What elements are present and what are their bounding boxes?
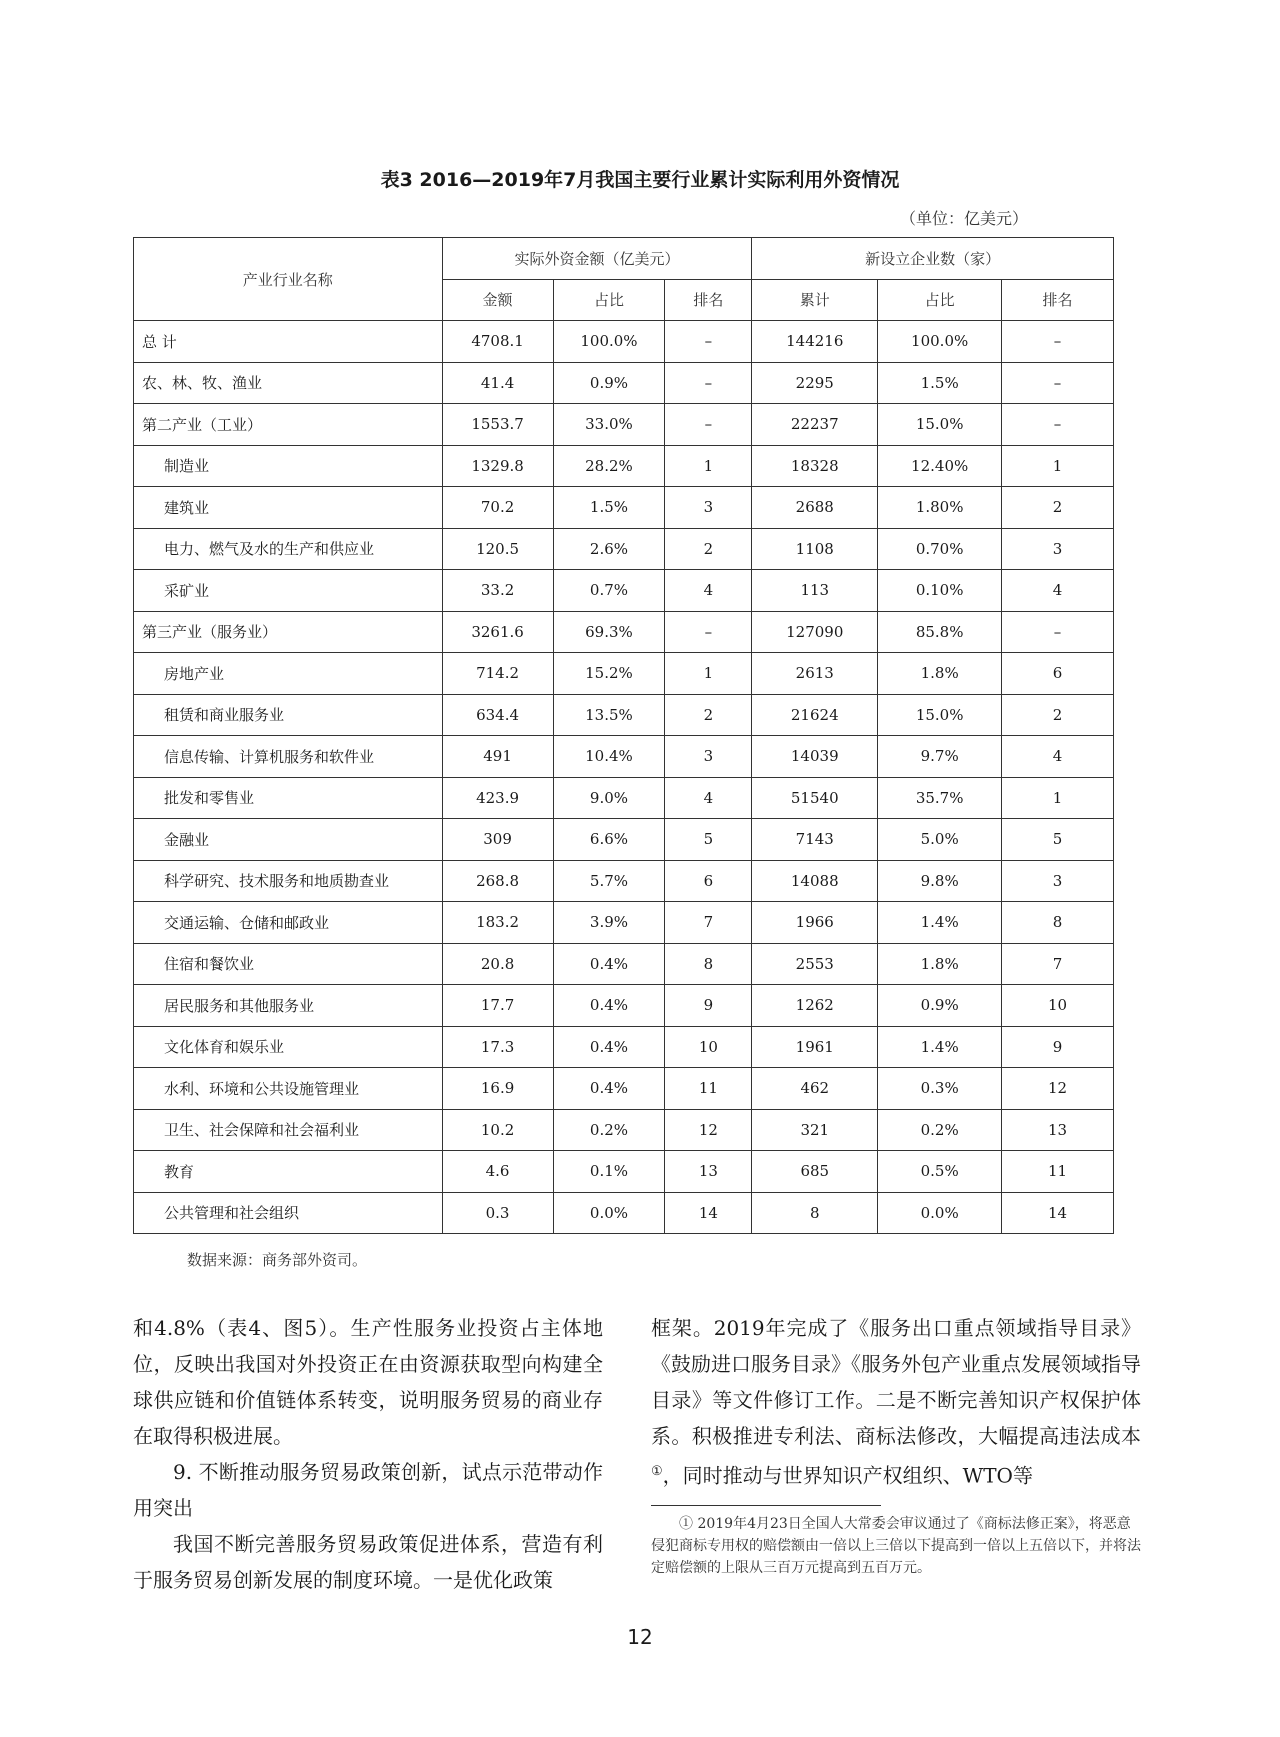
rank-cell: 4	[665, 570, 752, 612]
rank-cell: 8	[665, 943, 752, 985]
industry-name-cell: 总 计	[134, 321, 443, 363]
enterprise-count-cell: 2613	[752, 653, 878, 695]
enterprise-count-cell: 14088	[752, 860, 878, 902]
enterprise-share-cell: 100.0%	[878, 321, 1002, 363]
rank-cell: 9	[665, 985, 752, 1027]
table-row	[134, 1192, 1114, 1234]
table-row	[134, 653, 1114, 695]
industry-name-cell: 文化体育和娱乐业	[134, 1026, 443, 1068]
share-cell: 0.2%	[553, 1109, 665, 1151]
amount-cell: 41.4	[442, 362, 553, 404]
enterprise-share-cell: 15.0%	[878, 694, 1002, 736]
enterprise-rank-cell: 4	[1002, 570, 1114, 612]
enterprise-rank-cell: –	[1002, 362, 1114, 404]
enterprise-share-cell: 0.9%	[878, 985, 1002, 1027]
table-row	[134, 985, 1114, 1027]
industry-name-cell: 住宿和餐饮业	[134, 943, 443, 985]
enterprise-count-cell: 113	[752, 570, 878, 612]
enterprise-count-cell: 7143	[752, 819, 878, 861]
header-industry-name: 产业行业名称	[134, 238, 443, 321]
amount-cell: 1329.8	[442, 445, 553, 487]
enterprise-share-cell: 9.8%	[878, 860, 1002, 902]
paragraph-text: 框架。2019年完成了《服务出口重点领域指导目录》《鼓励进口服务目录》《服务外包产业重点发展领域指导目录》等文件修订工作。二是不断完善知识产权保护体系。积极推进专利法、商标法修改，大幅提高违法成本	[651, 1316, 1141, 1448]
enterprise-count-cell: 22237	[752, 404, 878, 446]
enterprise-rank-cell: 8	[1002, 902, 1114, 944]
enterprise-share-cell: 0.0%	[878, 1192, 1002, 1234]
body-text-right-column	[651, 1310, 1141, 1494]
footnote	[651, 1513, 1143, 1579]
enterprise-count-cell: 144216	[752, 321, 878, 363]
share-cell: 33.0%	[553, 404, 665, 446]
header-share: 占比	[553, 279, 665, 321]
header-group-fdi: 实际外资金额（亿美元）	[442, 238, 752, 280]
enterprise-count-cell: 1966	[752, 902, 878, 944]
table-row	[134, 860, 1114, 902]
amount-cell: 268.8	[442, 860, 553, 902]
amount-cell: 0.3	[442, 1192, 553, 1234]
industry-name-cell: 卫生、社会保障和社会福利业	[134, 1109, 443, 1151]
enterprise-share-cell: 0.3%	[878, 1068, 1002, 1110]
share-cell: 6.6%	[553, 819, 665, 861]
industry-name-cell: 教育	[134, 1151, 443, 1193]
amount-cell: 20.8	[442, 943, 553, 985]
enterprise-rank-cell: 3	[1002, 860, 1114, 902]
table-row	[134, 1151, 1114, 1193]
amount-cell: 17.7	[442, 985, 553, 1027]
table-row	[134, 321, 1114, 363]
industry-name-cell: 第三产业（服务业）	[134, 611, 443, 653]
amount-cell: 309	[442, 819, 553, 861]
fdi-industry-table	[133, 237, 1114, 1234]
header-group-new-enterprises: 新设立企业数（家）	[752, 238, 1114, 280]
footnote-reference[interactable]: ①	[651, 1464, 663, 1479]
share-cell: 3.9%	[553, 902, 665, 944]
rank-cell: 14	[665, 1192, 752, 1234]
rank-cell: 12	[665, 1109, 752, 1151]
enterprise-share-cell: 85.8%	[878, 611, 1002, 653]
industry-name-cell: 交通运输、仓储和邮政业	[134, 902, 443, 944]
page-number: 12	[627, 1625, 653, 1649]
data-source-note: 数据来源：商务部外资司。	[187, 1251, 368, 1269]
table-row	[134, 902, 1114, 944]
industry-name-cell: 水利、环境和公共设施管理业	[134, 1068, 443, 1110]
enterprise-count-cell: 1961	[752, 1026, 878, 1068]
rank-cell: 1	[665, 653, 752, 695]
rank-cell: 2	[665, 694, 752, 736]
rank-cell: –	[665, 611, 752, 653]
enterprise-rank-cell: 14	[1002, 1192, 1114, 1234]
footnote-divider	[651, 1505, 881, 1506]
industry-name-cell: 房地产业	[134, 653, 443, 695]
table-row	[134, 611, 1114, 653]
enterprise-share-cell: 1.8%	[878, 653, 1002, 695]
industry-name-cell: 电力、燃气及水的生产和供应业	[134, 528, 443, 570]
table-row	[134, 570, 1114, 612]
table-row	[134, 487, 1114, 529]
rank-cell: 10	[665, 1026, 752, 1068]
industry-name-cell: 租赁和商业服务业	[134, 694, 443, 736]
paragraph-text: ，同时推动与世界知识产权组织、WTO等	[662, 1463, 1033, 1488]
enterprise-count-cell: 127090	[752, 611, 878, 653]
amount-cell: 491	[442, 736, 553, 778]
share-cell: 15.2%	[553, 653, 665, 695]
header-rank: 排名	[665, 279, 752, 321]
table-row	[134, 1026, 1114, 1068]
table-row	[134, 404, 1114, 446]
enterprise-rank-cell: 6	[1002, 653, 1114, 695]
amount-cell: 423.9	[442, 777, 553, 819]
rank-cell: 3	[665, 736, 752, 778]
enterprise-rank-cell: 12	[1002, 1068, 1114, 1110]
rank-cell: 3	[665, 487, 752, 529]
enterprise-rank-cell: 10	[1002, 985, 1114, 1027]
enterprise-count-cell: 321	[752, 1109, 878, 1151]
amount-cell: 634.4	[442, 694, 553, 736]
enterprise-count-cell: 2295	[752, 362, 878, 404]
industry-name-cell: 制造业	[134, 445, 443, 487]
share-cell: 0.4%	[553, 943, 665, 985]
industry-name-cell: 建筑业	[134, 487, 443, 529]
table-unit: （单位：亿美元）	[899, 209, 1028, 228]
enterprise-count-cell: 18328	[752, 445, 878, 487]
enterprise-share-cell: 35.7%	[878, 777, 1002, 819]
enterprise-rank-cell: 13	[1002, 1109, 1114, 1151]
amount-cell: 183.2	[442, 902, 553, 944]
table-row	[134, 1068, 1114, 1110]
enterprise-share-cell: 1.80%	[878, 487, 1002, 529]
share-cell: 2.6%	[553, 528, 665, 570]
enterprise-rank-cell: –	[1002, 611, 1114, 653]
table-row	[134, 736, 1114, 778]
header-share-enterprises: 占比	[878, 279, 1002, 321]
rank-cell: –	[665, 404, 752, 446]
body-text-left-column	[133, 1310, 603, 1598]
enterprise-rank-cell: 2	[1002, 487, 1114, 529]
enterprise-share-cell: 15.0%	[878, 404, 1002, 446]
share-cell: 0.9%	[553, 362, 665, 404]
amount-cell: 3261.6	[442, 611, 553, 653]
enterprise-share-cell: 0.5%	[878, 1151, 1002, 1193]
enterprise-rank-cell: 7	[1002, 943, 1114, 985]
amount-cell: 120.5	[442, 528, 553, 570]
rank-cell: 11	[665, 1068, 752, 1110]
industry-name-cell: 信息传输、计算机服务和软件业	[134, 736, 443, 778]
industry-name-cell: 公共管理和社会组织	[134, 1192, 443, 1234]
enterprise-count-cell: 21624	[752, 694, 878, 736]
amount-cell: 33.2	[442, 570, 553, 612]
enterprise-share-cell: 1.4%	[878, 902, 1002, 944]
share-cell: 0.4%	[553, 1026, 665, 1068]
enterprise-share-cell: 5.0%	[878, 819, 1002, 861]
rank-cell: –	[665, 362, 752, 404]
table-row	[134, 1109, 1114, 1151]
enterprise-count-cell: 2688	[752, 487, 878, 529]
rank-cell: 7	[665, 902, 752, 944]
footnote-text: ① 2019年4月23日全国人大常委会审议通过了《商标法修正案》，将恶意侵犯商标专用权的赔偿额由一倍以上三倍以下提高到一倍以上五倍以下，并将法定赔偿额的上限从三百万元提高到五百万元。	[651, 1516, 1141, 1576]
amount-cell: 17.3	[442, 1026, 553, 1068]
section-heading: 9. 不断推动服务贸易政策创新，试点示范带动作用突出	[133, 1460, 603, 1520]
rank-cell: 2	[665, 528, 752, 570]
enterprise-rank-cell: 1	[1002, 445, 1114, 487]
share-cell: 0.1%	[553, 1151, 665, 1193]
paragraph: 和4.8%（表4、图5）。生产性服务业投资占主体地位，反映出我国对外投资正在由资源获取型向构建全球供应链和价值链体系转变，说明服务贸易的商业存在取得积极进展。	[133, 1316, 603, 1448]
enterprise-count-cell: 685	[752, 1151, 878, 1193]
enterprise-rank-cell: 4	[1002, 736, 1114, 778]
enterprise-count-cell: 2553	[752, 943, 878, 985]
enterprise-rank-cell: –	[1002, 404, 1114, 446]
amount-cell: 4.6	[442, 1151, 553, 1193]
enterprise-count-cell: 462	[752, 1068, 878, 1110]
share-cell: 28.2%	[553, 445, 665, 487]
enterprise-rank-cell: 1	[1002, 777, 1114, 819]
industry-name-cell: 批发和零售业	[134, 777, 443, 819]
table-row	[134, 362, 1114, 404]
enterprise-count-cell: 1262	[752, 985, 878, 1027]
header-amount: 金额	[442, 279, 553, 321]
amount-cell: 16.9	[442, 1068, 553, 1110]
amount-cell: 4708.1	[442, 321, 553, 363]
industry-name-cell: 金融业	[134, 819, 443, 861]
enterprise-share-cell: 1.4%	[878, 1026, 1002, 1068]
rank-cell: 6	[665, 860, 752, 902]
table-header	[134, 238, 1114, 321]
industry-name-cell: 第二产业（工业）	[134, 404, 443, 446]
share-cell: 69.3%	[553, 611, 665, 653]
enterprise-rank-cell: 11	[1002, 1151, 1114, 1193]
enterprise-count-cell: 1108	[752, 528, 878, 570]
header-cumulative: 累计	[752, 279, 878, 321]
enterprise-count-cell: 14039	[752, 736, 878, 778]
share-cell: 0.4%	[553, 1068, 665, 1110]
enterprise-share-cell: 1.5%	[878, 362, 1002, 404]
paragraph: 我国不断完善服务贸易政策促进体系，营造有利于服务贸易创新发展的制度环境。一是优化政策	[133, 1532, 603, 1592]
rank-cell: –	[665, 321, 752, 363]
amount-cell: 714.2	[442, 653, 553, 695]
table-title: 表3 2016—2019年7月我国主要行业累计实际利用外资情况	[380, 169, 900, 191]
share-cell: 0.4%	[553, 985, 665, 1027]
share-cell: 100.0%	[553, 321, 665, 363]
rank-cell: 1	[665, 445, 752, 487]
paragraph	[651, 1310, 1141, 1494]
share-cell: 1.5%	[553, 487, 665, 529]
share-cell: 5.7%	[553, 860, 665, 902]
table-row	[134, 819, 1114, 861]
header-rank-enterprises: 排名	[1002, 279, 1114, 321]
enterprise-share-cell: 0.2%	[878, 1109, 1002, 1151]
table-row	[134, 528, 1114, 570]
enterprise-rank-cell: 5	[1002, 819, 1114, 861]
table-row	[134, 777, 1114, 819]
share-cell: 10.4%	[553, 736, 665, 778]
enterprise-share-cell: 0.70%	[878, 528, 1002, 570]
enterprise-rank-cell: 2	[1002, 694, 1114, 736]
amount-cell: 10.2	[442, 1109, 553, 1151]
enterprise-rank-cell: 3	[1002, 528, 1114, 570]
enterprise-rank-cell: 9	[1002, 1026, 1114, 1068]
enterprise-share-cell: 0.10%	[878, 570, 1002, 612]
industry-name-cell: 科学研究、技术服务和地质勘查业	[134, 860, 443, 902]
industry-name-cell: 农、林、牧、渔业	[134, 362, 443, 404]
enterprise-rank-cell: –	[1002, 321, 1114, 363]
table-row	[134, 445, 1114, 487]
table-row	[134, 943, 1114, 985]
share-cell: 0.0%	[553, 1192, 665, 1234]
rank-cell: 13	[665, 1151, 752, 1193]
enterprise-count-cell: 8	[752, 1192, 878, 1234]
amount-cell: 70.2	[442, 487, 553, 529]
share-cell: 9.0%	[553, 777, 665, 819]
table-row	[134, 694, 1114, 736]
enterprise-share-cell: 9.7%	[878, 736, 1002, 778]
enterprise-share-cell: 1.8%	[878, 943, 1002, 985]
share-cell: 13.5%	[553, 694, 665, 736]
share-cell: 0.7%	[553, 570, 665, 612]
enterprise-count-cell: 51540	[752, 777, 878, 819]
rank-cell: 4	[665, 777, 752, 819]
amount-cell: 1553.7	[442, 404, 553, 446]
table-body	[134, 321, 1114, 1234]
industry-name-cell: 采矿业	[134, 570, 443, 612]
industry-name-cell: 居民服务和其他服务业	[134, 985, 443, 1027]
rank-cell: 5	[665, 819, 752, 861]
enterprise-share-cell: 12.40%	[878, 445, 1002, 487]
